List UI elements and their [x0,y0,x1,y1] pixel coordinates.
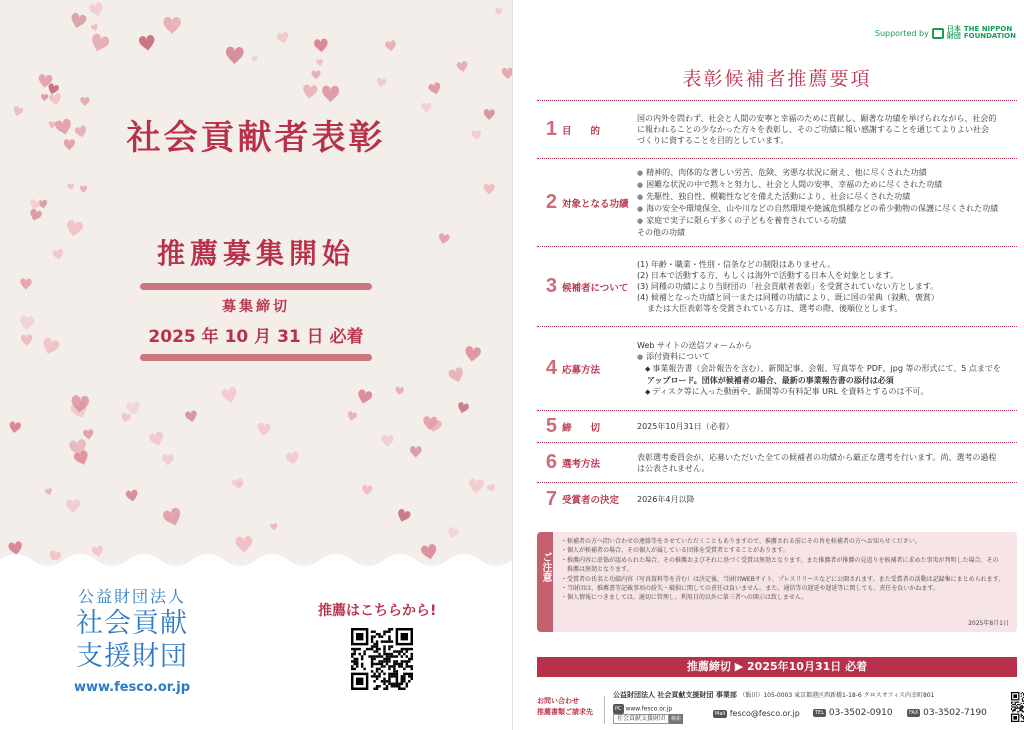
section-text: は公表されません。 [637,463,710,473]
search-box[interactable]: 社会貢献支援財団 [613,714,669,724]
section-number: 1 [545,118,557,140]
section-title: 締 切 [562,422,601,434]
contact-phone[interactable]: 03-3502-0910 [828,708,893,718]
section-decision [537,483,1017,515]
contact-email[interactable]: fesco@fesco.or.jp [729,709,800,718]
sub-item: ◆ 事業報告書（会計報告を含む）、新聞記事、会報、写真等を PDF、jpg 等の形式にて、5 点までを [637,363,1017,375]
section-text: づくりに資することを目的としています。 [637,136,789,145]
nippon-foundation-logo-icon [932,28,944,39]
issue-date: 2025年8月1日 [968,619,1009,627]
section-title: 選考方法 [562,458,601,470]
caution-line: ・個人が候補者の場合、その個人が属している団体を受賞者とすることがあります。 [561,547,789,555]
section-title: 候補者について [562,282,629,294]
pc-icon: PC [615,706,622,712]
supported-by-badge [875,26,1016,40]
section-text: その他の功績 [637,228,685,237]
contact-org-name: 公益財団法人 社会貢献支援財団 事業部 [613,691,737,699]
flyer-back-page [512,0,1024,730]
recommend-here-text: 推薦はこちらから! [318,603,437,619]
caution-line: ・推薦内容に虚偽が認められた場合、その推薦およびそれに基づく受賞は無効となります。また推薦者が推薦の見返りを候補者に求めた事実が判明した場合、その [561,556,999,564]
sub-item: ◆ ディスク等に入った動画や、新聞等の有料記事 URL を資料とするのは不可。 [637,386,1017,398]
decorative-brush-line-top [140,283,372,290]
guidelines-sections [537,100,1017,515]
decorative-brush-line-bottom [140,354,372,361]
qr-code-icon[interactable] [351,628,413,690]
section-text: または大臣表彰等を受賞されている方は、選考の際、後順位とします。 [647,304,903,313]
section-number: 2 [545,191,557,213]
section-title: 対象となる功績 [562,198,629,210]
section-number: 6 [545,451,557,473]
guidelines-title: 表彰候補者推薦要項 [682,68,872,90]
section-purpose [537,101,1017,159]
org-type-label: 公益財団法人 [77,587,186,606]
foundation-logo [62,584,202,673]
mail-icon: Mail [715,710,726,717]
section-number: 3 [545,275,557,297]
section-achievements [537,159,1017,247]
website-url[interactable]: www.fesco.or.jp [73,680,191,695]
section-text: 2026年4月以降 [637,494,695,504]
nf-en-line2: FOUNDATION [963,32,1016,40]
bullet-item: ● 海の安全や環境保全、山や川などの自然環境や絶滅危惧種などの希少動物の保護に尽くされた功績 [637,203,1017,215]
section-text: (2) 日本で活動する方、もしくは海外で活動する日本人を対象とします。 [637,271,899,280]
org-name-line2: 支援財団 [76,641,188,672]
contact-footer [537,690,1017,724]
nf-jp-line1: 日本 [946,25,961,33]
phone-icon: TEL [815,709,824,716]
section-text: に報われることの少なかった方々を表彰し、そのご功績に報い感謝することを通じてよりよい社会 [637,125,989,134]
qr-code-small-icon[interactable] [1011,692,1024,722]
caution-box [537,532,1017,632]
caution-line: 推薦は無効となります。 [561,566,633,574]
supported-by-label: Supported by [874,28,929,38]
deadline-banner: 推薦締切 ▶ 2025年10月31日 必着 [537,657,1017,677]
section-candidates [537,247,1017,327]
sub-title: 推薦募集開始 [156,237,355,270]
caution-line: ・候補者の方へ問い合わせの連絡等をさせていただくこともありますので、推薦される前にその旨を候補者の方へお知らせください。 [561,538,921,545]
section-application [537,327,1017,411]
section-text: 国の内外を問わず、社会と人間の安寧と幸福のために貢献し、顕著な功績を挙げられながら、社会的 [637,114,997,123]
caution-line: ・当財団は、推薦書等記載事項の紛失・破損に関しての責任は負いません。また、通信等の遅延や遅延等に関しても、責任を負いかねます。 [561,585,939,593]
heart-pattern-background [0,0,512,560]
section-text: (3) 同種の功績により当財団の「社会貢献者表彰」を受賞されていない方とします。 [637,282,939,291]
search-button[interactable]: 検索 [671,716,682,722]
section-title: 受賞者の決定 [562,495,620,506]
section-title: 応募方法 [562,364,601,376]
sub-item-continued: アップロード。団体が候補者の場合、最新の事業報告書の添付は必須 [647,375,894,385]
contact-website[interactable]: www.fesco.or.jp [625,705,673,713]
nf-en-line1: THE NIPPON [963,25,1013,33]
caution-line: ・個人情報につきましては、適切に管理し、利用目的以外に第三者への開示は致しません。 [561,594,808,602]
nf-jp-line2: 財団 [946,32,961,40]
bullet-item: ● 家庭で実子に限らず多くの子どもを養育されている功績 [637,215,1017,227]
contact-label: お問い合わせ [537,697,579,705]
section-text: Web サイトの送信フォームから [637,340,753,350]
section-title: 目 的 [562,125,601,137]
caution-label: ご注意 [537,532,553,632]
section-deadline [537,411,1017,443]
section-number: 5 [545,415,557,437]
bullet-item: ● 精神的、肉体的な著しい労苦、危険、劣悪な状況に耐え、他に尽くされた功績 [637,167,1017,179]
section-text: 2025年10月31日（必着） [637,422,734,431]
document-request-label: 推薦書類ご請求先 [537,708,593,716]
section-selection [537,443,1017,483]
bullet-item: ● 困難な状況の中で黙々と努力し、社会と人間の安寧、幸福のために尽くされた功績 [637,179,1017,191]
caution-line: ・受賞者の氏名と功績内容（写真資料等を含む）は決定後、当財団WEBサイト、プレスリリースなどに公開されます。また受賞者の活動は記録集にまとめられます。 [561,575,1005,583]
deadline-date: 2025 年 10 月 31 日 必着 [148,327,364,347]
main-title: 社会貢献者表彰 [126,118,386,158]
org-name-line1: 社会貢献 [76,608,188,639]
contact-fax: 03-3502-7190 [923,708,987,718]
bullet-item: ● 添付資料について [637,351,1017,363]
section-number: 4 [545,357,557,379]
bullet-item: ● 先駆性、独自性、模範性などを備えた活動により、社会に尽くされた功績 [637,191,1017,203]
contact-address: （飯田）105-0003 東京都港区西新橋1-18-6 クロスオフィス内幸町801 [739,692,935,699]
deadline-label: 募集締切 [222,299,290,315]
section-text: 表彰選考委員会が、応募いただいた全ての候補者の功績から厳正な選考を行います。尚、選考の過程 [637,452,997,462]
section-number: 7 [545,487,557,510]
section-text: (1) 年齢・職業・性別・信条などの制限はありません。 [637,260,836,269]
fax-icon: FAX [909,709,919,716]
section-text: (4) 候補となった功績と同一または同種の功績により、既に国の栄典（叙勲、褒賞） [637,293,939,302]
